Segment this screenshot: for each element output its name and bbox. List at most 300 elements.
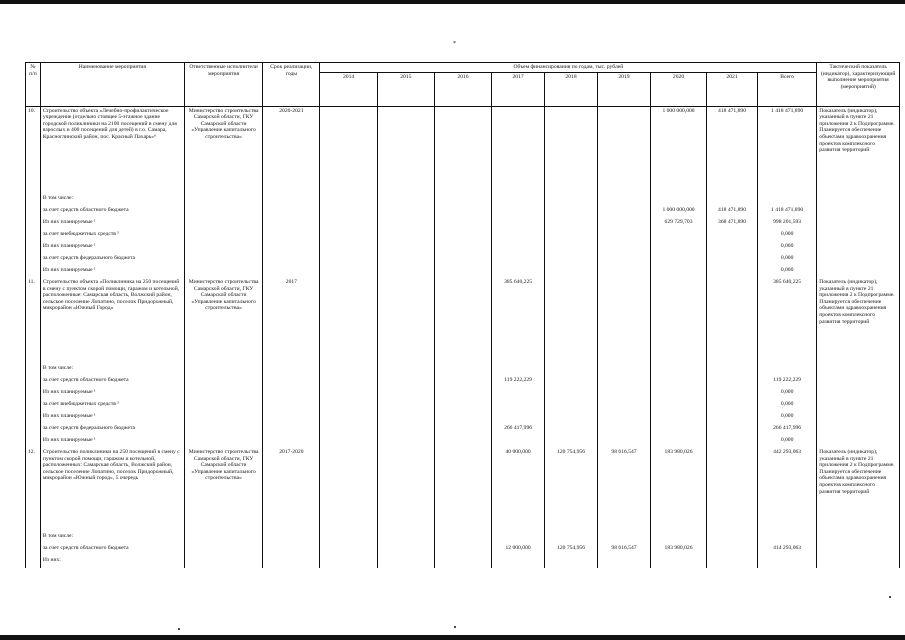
funding-value (434, 242, 491, 254)
funding-value (434, 364, 491, 376)
subrow-spacer (26, 532, 41, 544)
funding-value: 442 293,063 (757, 448, 816, 532)
funding-value (598, 424, 651, 436)
subrow-spacer (817, 556, 900, 568)
funding-value: 0,000 (757, 230, 816, 242)
funding-value (434, 412, 491, 424)
funding-value (320, 424, 377, 436)
funding-value (492, 194, 545, 206)
funding-value (434, 424, 491, 436)
funding-value (320, 278, 377, 364)
subrow-spacer (263, 544, 320, 556)
subrow-spacer (26, 400, 41, 412)
funding-value (434, 448, 491, 532)
funding-value (320, 412, 377, 424)
funding-value: 998 201,593 (757, 218, 816, 230)
funding-value (492, 106, 545, 194)
subrow-spacer (184, 424, 262, 436)
subrow-spacer (263, 376, 320, 388)
funding-value (320, 230, 377, 242)
year-header: 2014 (320, 72, 377, 106)
funding-value (707, 400, 758, 412)
funding-value: 98 616,547 (598, 544, 651, 556)
funding-value (598, 206, 651, 218)
subrow-spacer (817, 364, 900, 376)
funding-value (598, 532, 651, 544)
subrow-spacer (817, 412, 900, 424)
funding-value (320, 242, 377, 254)
funding-value (650, 254, 706, 266)
funding-value (598, 278, 651, 364)
funding-value (377, 400, 434, 412)
row-number: 11. (26, 278, 41, 364)
subrow-spacer (184, 206, 262, 218)
row-name: Строительство поликлиники на 250 посещений в смену с пунктом скорой помощи, гаражом и котельной, расположенных: Самарская область, Волжский район, сельское поселение Лопатино, поселок Придорожный, микрорайон «Южный город», 5 очередь (40, 448, 184, 532)
subrow-spacer (263, 400, 320, 412)
funding-value (377, 364, 434, 376)
funding-value (320, 556, 377, 568)
subrow-spacer (184, 388, 262, 400)
subrow-spacer (263, 424, 320, 436)
scan-speck (454, 626, 456, 628)
subrow-spacer (817, 194, 900, 206)
subrow-spacer (184, 218, 262, 230)
header-executor: Ответственные исполнители мероприятия (184, 63, 262, 107)
funding-value (545, 218, 598, 230)
funding-value (545, 254, 598, 266)
funding-value (598, 266, 651, 278)
funding-value (598, 388, 651, 400)
funding-value (492, 364, 545, 376)
funding-value: 385 640,225 (492, 278, 545, 364)
funding-value (545, 556, 598, 568)
funding-value (650, 242, 706, 254)
funding-value (650, 278, 706, 364)
funding-value (545, 242, 598, 254)
subrow-spacer (817, 424, 900, 436)
table-subrow (26, 388, 900, 400)
funding-value (492, 436, 545, 448)
funding-value (707, 436, 758, 448)
funding-value (545, 106, 598, 194)
year-header: 2018 (545, 72, 598, 106)
funding-value (434, 266, 491, 278)
funding-value (434, 556, 491, 568)
funding-value (377, 376, 434, 388)
funding-value (320, 206, 377, 218)
subrow-spacer (817, 254, 900, 266)
funding-value (434, 106, 491, 194)
subrow-spacer (26, 376, 41, 388)
subrow-spacer (263, 194, 320, 206)
funding-value (377, 254, 434, 266)
year-header: 2021 (707, 72, 758, 106)
funding-value (757, 364, 816, 376)
table-row (26, 278, 900, 364)
funding-value (598, 436, 651, 448)
funding-value: 266 417,996 (757, 424, 816, 436)
subrow-spacer (26, 556, 41, 568)
table-subrow (26, 218, 900, 230)
funding-value (377, 218, 434, 230)
funding-value (492, 242, 545, 254)
row-executor: Министерство строительства Самарской области, ГКУ Самарской области «Управление капитального строительства» (184, 106, 262, 194)
funding-value (377, 544, 434, 556)
funding-value (650, 388, 706, 400)
funding-value (492, 218, 545, 230)
funding-value: 0,000 (757, 412, 816, 424)
funding-value: 119 222,229 (492, 376, 545, 388)
funding-value (320, 388, 377, 400)
subrow-spacer (26, 364, 41, 376)
subrow-spacer (184, 364, 262, 376)
funding-value: 119 222,229 (757, 376, 816, 388)
table-subrow (26, 242, 900, 254)
year-header: 2017 (492, 72, 545, 106)
subrow-spacer (817, 436, 900, 448)
header-period: Срок реализации, годы (263, 63, 320, 107)
subrow-spacer (26, 424, 41, 436)
funding-value (757, 532, 816, 544)
funding-value (598, 412, 651, 424)
funding-value (434, 194, 491, 206)
subrow-label: В том числе: (40, 194, 184, 206)
subrow-spacer (26, 242, 41, 254)
subrow-label: за счет средств областного бюджета (40, 376, 184, 388)
subrow-spacer (26, 266, 41, 278)
funding-value (650, 436, 706, 448)
subrow-spacer (817, 218, 900, 230)
year-header: 2020 (650, 72, 706, 106)
subrow-spacer (817, 266, 900, 278)
funding-value (598, 364, 651, 376)
table-body (26, 106, 900, 568)
funding-value: 120 754,956 (545, 448, 598, 532)
funding-value (598, 556, 651, 568)
table-subrow (26, 436, 900, 448)
subrow-spacer (26, 544, 41, 556)
funding-value (377, 436, 434, 448)
subrow-spacer (184, 194, 262, 206)
funding-value (707, 242, 758, 254)
subrow-spacer (184, 556, 262, 568)
funding-value (320, 400, 377, 412)
table-row (26, 106, 900, 194)
funding-value (434, 544, 491, 556)
funding-value (545, 436, 598, 448)
funding-value (377, 230, 434, 242)
subrow-spacer (817, 230, 900, 242)
row-period: 2020-2021 (263, 106, 320, 194)
subrow-spacer (817, 376, 900, 388)
funding-value (377, 424, 434, 436)
funding-value (377, 412, 434, 424)
funding-value (434, 230, 491, 242)
funding-value (377, 242, 434, 254)
funding-value (434, 254, 491, 266)
funding-value (707, 376, 758, 388)
subrow-label: за счет средств федерального бюджета (40, 254, 184, 266)
funding-value (320, 266, 377, 278)
funding-value (377, 532, 434, 544)
funding-value (707, 412, 758, 424)
funding-value (757, 556, 816, 568)
funding-value (377, 556, 434, 568)
subrow-spacer (817, 206, 900, 218)
subrow-spacer (263, 206, 320, 218)
table-subrow (26, 194, 900, 206)
subrow-spacer (26, 206, 41, 218)
subrow-label: Из них: (40, 556, 184, 568)
funding-value (377, 448, 434, 532)
subrow-spacer (817, 242, 900, 254)
funding-value (598, 106, 651, 194)
funding-value (545, 206, 598, 218)
row-indicator: Показатель (индикатор), указанный в пункте 21 приложения 2 к Подпрограмме. Планируется обеспечение объектами здравоохранения проектов комплексного развития территорий (817, 448, 900, 532)
funding-value (492, 388, 545, 400)
table-subrow (26, 544, 900, 556)
row-number: 12. (26, 448, 41, 532)
subrow-spacer (184, 230, 262, 242)
funding-value (545, 230, 598, 242)
funding-value (434, 218, 491, 230)
funding-value: 183 980,026 (650, 544, 706, 556)
funding-value (492, 266, 545, 278)
funding-value: 98 616,547 (598, 448, 651, 532)
funding-value (545, 376, 598, 388)
table-row (26, 448, 900, 532)
subrow-spacer (263, 412, 320, 424)
funding-value (377, 106, 434, 194)
table-subrow (26, 376, 900, 388)
scan-speck (889, 596, 891, 598)
table-subrow (26, 364, 900, 376)
funding-value: 385 640,225 (757, 278, 816, 364)
top-scan-border (0, 0, 905, 4)
subrow-spacer (263, 230, 320, 242)
funding-value (434, 206, 491, 218)
subrow-spacer (817, 400, 900, 412)
funding-value (707, 194, 758, 206)
funding-value: 12 000,000 (492, 544, 545, 556)
funding-value: 266 417,996 (492, 424, 545, 436)
funding-value (545, 532, 598, 544)
funding-value (650, 400, 706, 412)
total-header: Всего (757, 72, 816, 106)
subrow-spacer (263, 436, 320, 448)
table-subrow (26, 400, 900, 412)
table-subrow (26, 556, 900, 568)
funding-table (25, 62, 900, 568)
funding-value (492, 400, 545, 412)
subrow-spacer (184, 544, 262, 556)
funding-value (707, 364, 758, 376)
row-period: 2017 (263, 278, 320, 364)
funding-value: 40 000,000 (492, 448, 545, 532)
funding-value (434, 278, 491, 364)
funding-value (377, 266, 434, 278)
funding-value (320, 106, 377, 194)
subrow-spacer (184, 266, 262, 278)
funding-value (650, 376, 706, 388)
funding-value: 120 754,956 (545, 544, 598, 556)
funding-value (320, 448, 377, 532)
subrow-spacer (184, 412, 262, 424)
funding-value (707, 544, 758, 556)
row-executor: Министерство строительства Самарской области, ГКУ Самарской области «Управление капитального строительства» (184, 278, 262, 364)
funding-value (650, 532, 706, 544)
funding-value (650, 412, 706, 424)
funding-value: 418 471,890 (707, 206, 758, 218)
table-subrow (26, 266, 900, 278)
subrow-spacer (26, 254, 41, 266)
subrow-spacer (26, 230, 41, 242)
subrow-spacer (817, 544, 900, 556)
subrow-spacer (184, 242, 262, 254)
subrow-label: В том числе: (40, 532, 184, 544)
bottom-scan-border (0, 635, 905, 640)
funding-value (377, 278, 434, 364)
funding-value (707, 388, 758, 400)
funding-value (707, 424, 758, 436)
funding-value (320, 364, 377, 376)
funding-value (707, 532, 758, 544)
funding-value (650, 424, 706, 436)
scan-artifacts (0, 626, 905, 634)
funding-value: 1 418 471,890 (757, 106, 816, 194)
row-indicator: Показатель (индикатор), указанный в пункте 21 приложения 2 к Подпрограмме. Планируется обеспечение объектами здравоохранения проектов комплексного развития территорий (817, 278, 900, 364)
funding-value: 183 980,026 (650, 448, 706, 532)
subrow-spacer (26, 388, 41, 400)
funding-value (545, 364, 598, 376)
table-subrow (26, 206, 900, 218)
funding-value (650, 266, 706, 278)
row-name: Строительство объекта «Лечебно-профилактическое учреждение (отдельно стоящее 5-этажное здание городской поликлиники на 2100 посещений в смену для взрослых и 400 посещений для детей) в г.о. Самара, Красноглинский район, пос. Красный Пахарь»⁶ (40, 106, 184, 194)
funding-value (377, 388, 434, 400)
funding-value: 0,000 (757, 266, 816, 278)
funding-value (492, 532, 545, 544)
funding-value (650, 364, 706, 376)
funding-value (320, 218, 377, 230)
funding-value (320, 254, 377, 266)
funding-value: 0,000 (757, 242, 816, 254)
year-header: 2015 (377, 72, 434, 106)
funding-value (598, 230, 651, 242)
subrow-spacer (263, 388, 320, 400)
subrow-label: за счет внебюджетных средств ² (40, 400, 184, 412)
row-executor: Министерство строительства Самарской области, ГКУ Самарской области «Управление капитального строительства» (184, 448, 262, 532)
subrow-label: Из них планируемые ¹ (40, 218, 184, 230)
funding-value (598, 194, 651, 206)
funding-value (757, 194, 816, 206)
funding-value (598, 400, 651, 412)
table-subrow (26, 532, 900, 544)
subrow-spacer (184, 436, 262, 448)
subrow-spacer (263, 254, 320, 266)
row-name: Строительство объекта «Поликлиника на 250 посещений в смену с пунктом скорой помощи, гаражом и котельной, расположенные: Самарская область, Волжский район, сельское поселение Лопатино, поселок Придорожный, микрорайон «Южный Город» (40, 278, 184, 364)
funding-value (707, 266, 758, 278)
subrow-spacer (184, 400, 262, 412)
funding-value (320, 436, 377, 448)
funding-value (545, 266, 598, 278)
funding-value (598, 254, 651, 266)
subrow-label: за счет средств областного бюджета (40, 544, 184, 556)
funding-value (492, 254, 545, 266)
funding-value (434, 436, 491, 448)
funding-value: 418 471,890 (707, 106, 758, 194)
row-indicator: Показатель (индикатор), указанный в пункте 21 приложения 2 к Подпрограмме. Планируется обеспечение объектами здравоохранения проектов комплексного развития территорий (817, 106, 900, 194)
table-subrow (26, 230, 900, 242)
funding-value (650, 230, 706, 242)
funding-value: 0,000 (757, 436, 816, 448)
subrow-spacer (263, 266, 320, 278)
funding-value (434, 388, 491, 400)
subrow-spacer (26, 194, 41, 206)
subrow-spacer (26, 436, 41, 448)
funding-value: 1 418 471,890 (757, 206, 816, 218)
subrow-label: Из них планируемые ¹ (40, 266, 184, 278)
subrow-spacer (263, 364, 320, 376)
subrow-spacer (263, 556, 320, 568)
funding-value (650, 194, 706, 206)
funding-value (650, 556, 706, 568)
funding-value (545, 194, 598, 206)
funding-value (598, 242, 651, 254)
funding-value (545, 412, 598, 424)
funding-value (320, 544, 377, 556)
subrow-label: за счет средств федерального бюджета (40, 424, 184, 436)
funding-value (320, 194, 377, 206)
funding-value: 0,000 (757, 400, 816, 412)
subrow-spacer (26, 412, 41, 424)
scan-speck (178, 628, 180, 630)
funding-value: 368 471,890 (707, 218, 758, 230)
funding-value (707, 230, 758, 242)
funding-value (377, 206, 434, 218)
header-indicator: Тактический показатель (индикатор), характеризующий выполнение мероприятия (мероприятий) (817, 63, 900, 107)
subrow-label: В том числе: (40, 364, 184, 376)
funding-value (492, 206, 545, 218)
funding-value (377, 194, 434, 206)
page-mark: * (453, 41, 456, 47)
funding-value: 0,000 (757, 254, 816, 266)
subrow-spacer (184, 532, 262, 544)
funding-value (707, 556, 758, 568)
funding-value (707, 254, 758, 266)
subrow-spacer (817, 388, 900, 400)
subrow-label: Из них планируемые ¹ (40, 242, 184, 254)
funding-value (707, 448, 758, 532)
subrow-spacer (263, 242, 320, 254)
subrow-spacer (263, 218, 320, 230)
row-number: 10. (26, 106, 41, 194)
header-funding: Объем финансирования по годам, тыс. рублей (320, 63, 817, 73)
subrow-spacer (817, 532, 900, 544)
funding-value (598, 376, 651, 388)
funding-value (545, 388, 598, 400)
funding-value: 1 000 000,000 (650, 106, 706, 194)
table-subrow (26, 424, 900, 436)
subrow-spacer (184, 254, 262, 266)
funding-value (545, 400, 598, 412)
funding-value (434, 532, 491, 544)
funding-value (320, 376, 377, 388)
year-header: 2019 (598, 72, 651, 106)
row-period: 2017-2020 (263, 448, 320, 532)
subrow-spacer (26, 218, 41, 230)
subrow-spacer (263, 532, 320, 544)
funding-value (320, 532, 377, 544)
